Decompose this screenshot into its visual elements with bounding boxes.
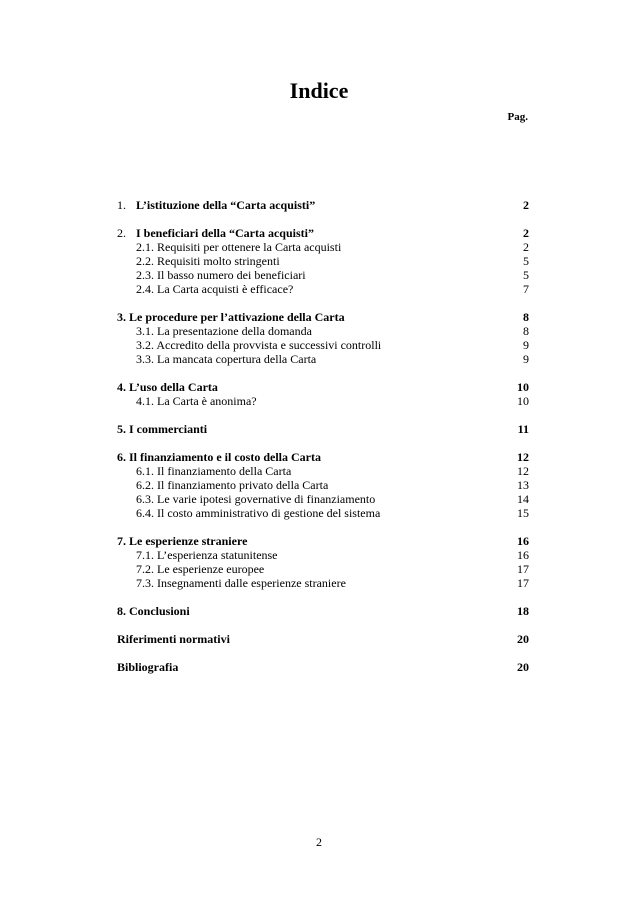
toc-subentry-label: 6.4. Il costo amministrativo di gestione del sistema [136, 506, 381, 520]
toc-entry-title: Bibliografia [117, 660, 179, 674]
toc-entry [117, 604, 529, 618]
toc-section-6 [117, 450, 529, 520]
toc-section-7 [117, 534, 529, 590]
toc-subentry [117, 492, 529, 506]
toc-subentry-label: 3.1. La presentazione della domanda [136, 324, 312, 338]
toc-entry [117, 380, 529, 394]
toc-subentry [117, 268, 529, 282]
toc-entry [117, 226, 529, 240]
toc-entry [117, 450, 529, 464]
toc-subentry [117, 548, 529, 562]
toc-entry [117, 310, 529, 324]
toc-subentry-page: 17 [517, 576, 529, 590]
toc-subentry [117, 338, 529, 352]
toc-entry-page: 12 [517, 450, 529, 464]
toc-entry-title: 3. Le procedure per l’attivazione della Carta [117, 310, 345, 324]
toc-subentry [117, 576, 529, 590]
toc-entry-page: 20 [517, 660, 529, 674]
toc-section-4 [117, 380, 529, 408]
toc-subentry [117, 240, 529, 254]
toc-subentry [117, 254, 529, 268]
toc-entry-page: 11 [517, 422, 529, 436]
toc-subentry-page: 14 [517, 492, 529, 506]
toc-subentry-page: 5 [523, 268, 529, 282]
toc-subentry-label: 2.4. La Carta acquisti è efficace? [136, 282, 294, 296]
toc-entry-title: 5. I commercianti [117, 422, 208, 436]
toc-subentry-page: 16 [517, 548, 529, 562]
toc-entry-page: 8 [523, 310, 529, 324]
toc-entry-title: 6. Il finanziamento e il costo della Carta [117, 450, 321, 464]
toc-entry-page: 16 [517, 534, 529, 548]
toc-section-8 [117, 604, 529, 618]
toc-entry-page: 2 [523, 198, 529, 212]
toc-section-3 [117, 310, 529, 366]
page-title: Indice [289, 78, 349, 103]
page-column-label: Pag. [507, 111, 528, 123]
toc-subentry [117, 562, 529, 576]
toc-entry-page: 20 [517, 632, 529, 646]
toc-entry-title: Riferimenti normativi [117, 632, 230, 646]
toc-subentry-page: 9 [523, 352, 529, 366]
toc-entry-title: L’istituzione della “Carta acquisti” [136, 198, 316, 212]
toc-entry-page: 18 [517, 604, 529, 618]
toc-subentry-label: 2.3. Il basso numero dei beneficiari [136, 268, 306, 282]
toc-subentry-label: 3.3. La mancata copertura della Carta [136, 352, 317, 366]
toc-subentry [117, 478, 529, 492]
toc-entry-title: 4. L’uso della Carta [117, 380, 218, 394]
toc-entry-page: 10 [517, 380, 529, 394]
toc-entry [117, 534, 529, 548]
toc-entry-page: 2 [523, 226, 529, 240]
toc-subentry-label: 6.3. Le varie ipotesi governative di finanziamento [136, 492, 376, 506]
toc-subentry-page: 5 [523, 254, 529, 268]
toc-subentry-label: 7.1. L’esperienza statunitense [136, 548, 278, 562]
page-number: 2 [316, 835, 322, 849]
toc-subentry-label: 2.1. Requisiti per ottenere la Carta acquisti [136, 240, 342, 254]
toc-section-2 [117, 226, 529, 296]
toc-section-bibliography [117, 660, 529, 674]
toc-entry [117, 632, 529, 646]
toc-subentry [117, 282, 529, 296]
toc-subentry-page: 12 [517, 464, 529, 478]
toc-entry-title: 7. Le esperienze straniere [117, 534, 248, 548]
toc-section-5 [117, 422, 529, 436]
toc-subentry-label: 6.2. Il finanziamento privato della Carta [136, 478, 329, 492]
toc-subentry [117, 464, 529, 478]
toc-subentry-label: 3.2. Accredito della provvista e successivi controlli [136, 338, 382, 352]
toc-subentry-page: 10 [517, 394, 529, 408]
toc-subentry-label: 6.1. Il finanziamento della Carta [136, 464, 292, 478]
toc-subentry-label: 4.1. La Carta è anonima? [136, 394, 257, 408]
toc-entry [117, 660, 529, 674]
toc-entry [117, 198, 529, 212]
toc-entry-number: 2. [117, 226, 126, 240]
toc-subentry-label: 7.2. Le esperienze europee [136, 562, 265, 576]
toc-subentry-page: 13 [517, 478, 529, 492]
toc-subentry [117, 352, 529, 366]
toc-subentry-label: 7.3. Insegnamenti dalle esperienze straniere [136, 576, 346, 590]
toc-subentry-page: 17 [517, 562, 529, 576]
toc-entry-label [117, 198, 315, 212]
toc-section-1 [117, 198, 529, 212]
toc-subentry-page: 8 [523, 324, 529, 338]
toc-entry-label [117, 226, 314, 240]
toc-subentry [117, 506, 529, 520]
toc-subentry [117, 394, 529, 408]
toc-entry [117, 422, 529, 436]
toc-subentry-label: 2.2. Requisiti molto stringenti [136, 254, 280, 268]
toc-entry-title: I beneficiari della “Carta acquisti” [136, 226, 314, 240]
table-of-contents [117, 198, 529, 688]
toc-entry-title: 8. Conclusioni [117, 604, 190, 618]
toc-subentry [117, 324, 529, 338]
toc-subentry-page: 2 [523, 240, 529, 254]
toc-subentry-page: 7 [523, 282, 529, 296]
toc-section-references [117, 632, 529, 646]
toc-entry-number: 1. [117, 198, 126, 212]
toc-subentry-page: 9 [523, 338, 529, 352]
toc-subentry-page: 15 [517, 506, 529, 520]
